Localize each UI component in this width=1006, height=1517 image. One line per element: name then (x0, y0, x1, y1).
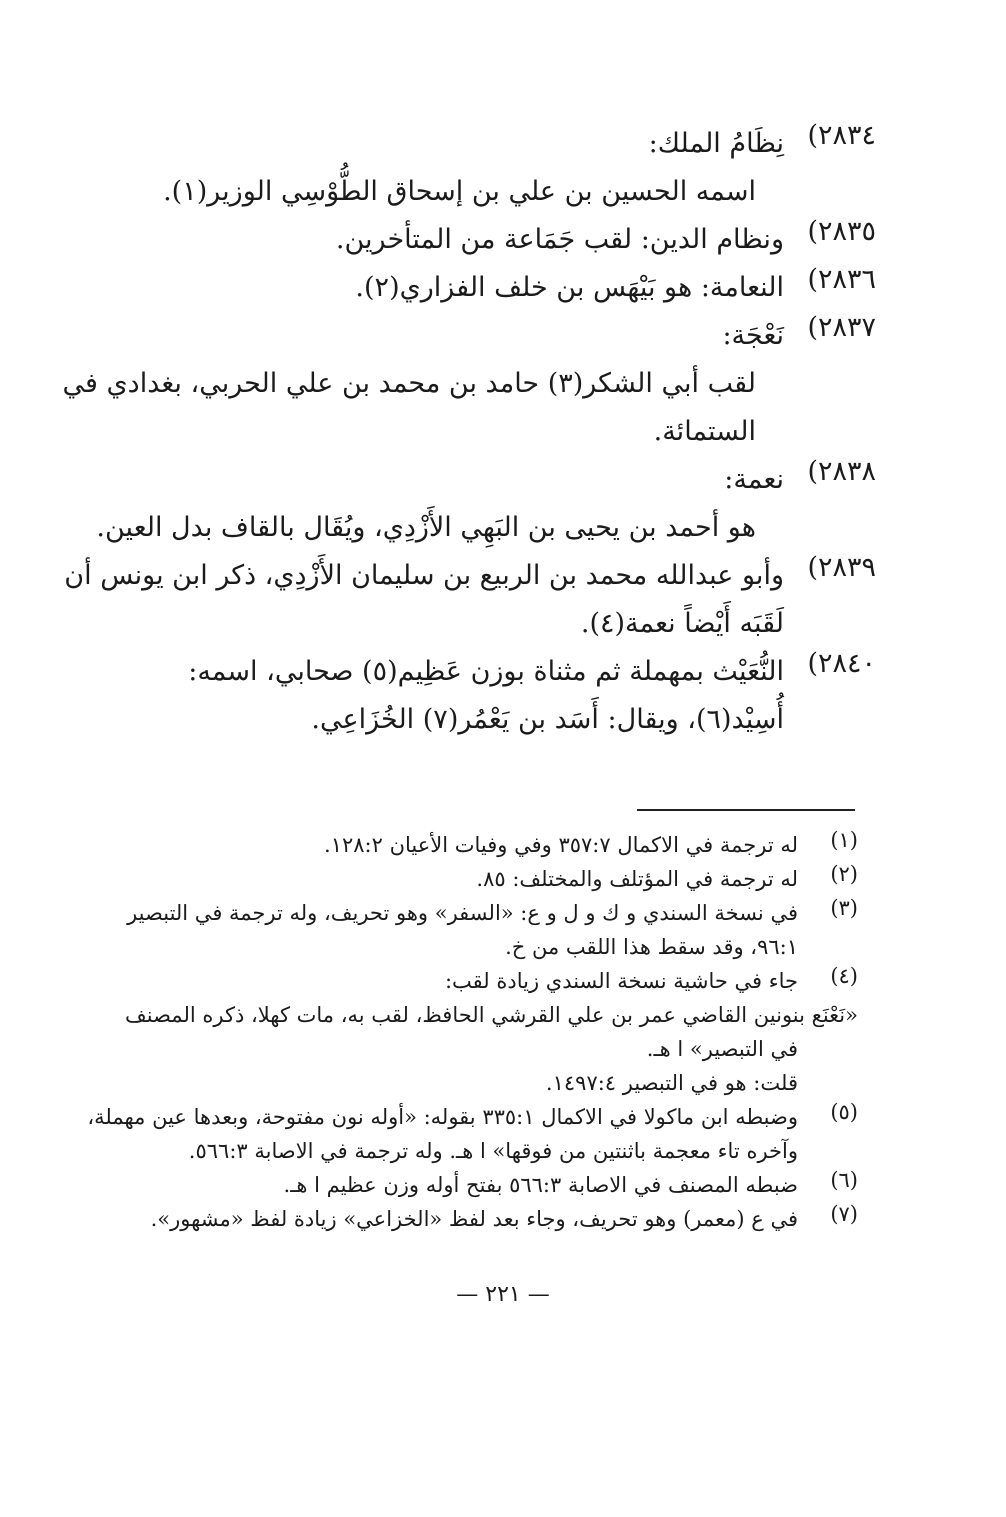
footnote (140, 862, 858, 896)
entry-line: نَعْجَة: (722, 320, 784, 351)
footnote-line: «نَعْنَع بنونين القاضي عمر بن علي القرشي الحافظ، لقب به، مات كهلا، ذكره المصنف (125, 1003, 858, 1027)
footnote-number: (١) (830, 828, 858, 852)
entry-number: ٢٨٣٦) (807, 264, 876, 295)
entry-line: النُّعَيْث بمهملة ثم مثناة بوزن عَظِيم(٥) صحابي، اسمه: (188, 656, 784, 687)
entry (140, 648, 876, 744)
footnote-number: (٢) (830, 862, 858, 886)
entry (140, 216, 876, 264)
footnote-number: (٣) (830, 896, 858, 920)
main-text (62, 120, 876, 744)
entry-line: نِظَامُ الملك: (648, 128, 784, 159)
footnote-line: ٩٦:١، وقد سقط هذا اللقب من خ. (505, 935, 798, 959)
footnote (140, 828, 858, 862)
footnote-line: في التبصير» ا هـ. (646, 1037, 798, 1061)
entry (96, 456, 876, 552)
entry (62, 312, 876, 456)
entry-line: هو أحمد بن يحيى بن البَهِي الأَزْدِي، ويُقَال بالقاف بدل العين. (96, 512, 756, 543)
footnote-line: له ترجمة في المؤتلف والمختلف: ٨٥. (476, 867, 798, 891)
footnote (140, 1202, 858, 1236)
entry-number: ٢٨٤٠) (807, 648, 876, 679)
entry-line: ونظام الدين: لقب جَمَاعة من المتأخرين. (335, 224, 784, 255)
footnote-line: جاء في حاشية نسخة السندي زيادة لقب: (444, 969, 798, 993)
entry (140, 120, 876, 216)
footnote (125, 964, 858, 1100)
entry-line: لَقَبَه أَيْضاً نعمة(٤). (580, 608, 784, 639)
footnote-line: له ترجمة في الاكمال ٣٥٧:٧ وفي وفيات الأعيان ١٢٨:٢. (324, 833, 798, 857)
footnote-number: (٥) (830, 1100, 858, 1124)
entry-number: ٢٨٣٥) (807, 216, 876, 247)
entry-number: ٢٨٣٩) (807, 552, 876, 583)
page-number: — ٢٢١ — (456, 1282, 550, 1307)
entry-line: النعامة: هو بَيْهَس بن خلف الفزاري(٢). (355, 272, 784, 303)
footnote-separator (637, 809, 855, 811)
entry-line: لقب أبي الشكر(٣) حامد بن محمد بن علي الحربي، بغدادي في (62, 368, 756, 399)
entry-line: أُسِيْد(٦)، ويقال: أَسَد بن يَعْمُر(٧) الخُزَاعِي. (311, 704, 784, 735)
footnotes (87, 828, 858, 1236)
entry-line: وأبو عبدالله محمد بن الربيع بن سليمان الأَزْدِي، ذكر ابن يونس أن (64, 560, 784, 591)
footnote-number: (٤) (830, 964, 858, 988)
footnote (87, 1100, 858, 1168)
entry-number: ٢٨٣٧) (807, 312, 876, 343)
footnote-line: قلت: هو في التبصير ١٤٩٧:٤. (545, 1071, 798, 1095)
footnote-line: وآخره تاء معجمة باثنتين من فوقها» ا هـ. وله ترجمة في الاصابة ٥٦٦:٣. (188, 1139, 798, 1163)
footnote-number: (٧) (830, 1202, 858, 1226)
footnote-number: (٦) (830, 1168, 858, 1192)
entry (140, 264, 876, 312)
entry-number: ٢٨٣٨) (807, 456, 876, 487)
entry-line: اسمه الحسين بن علي بن إسحاق الطُّوْسِي الوزير(١). (163, 176, 756, 207)
entry-line: الستمائة. (653, 416, 756, 447)
footnote-line: في نسخة السندي و ك و ل و ع: «السفر» وهو تحريف، وله ترجمة في التبصير (127, 901, 798, 925)
footnote-line: ضبطه المصنف في الاصابة ٥٦٦:٣ بفتح أوله وزن عظيم ا هـ. (283, 1173, 798, 1197)
footnote-line: في ع (معمر) وهو تحريف، وجاء بعد لفظ «الخزاعي» زيادة لفظ «مشهور». (150, 1207, 798, 1231)
entry (64, 552, 876, 648)
entry-number: ٢٨٣٤) (807, 120, 876, 151)
footnote (127, 896, 858, 964)
entry-line: نعمة: (724, 464, 784, 495)
footnote (140, 1168, 858, 1202)
footnote-line: وضبطه ابن ماكولا في الاكمال ٣٣٥:١ بقوله: «أوله نون مفتوحة، وبعدها عين مهملة، (87, 1105, 798, 1129)
